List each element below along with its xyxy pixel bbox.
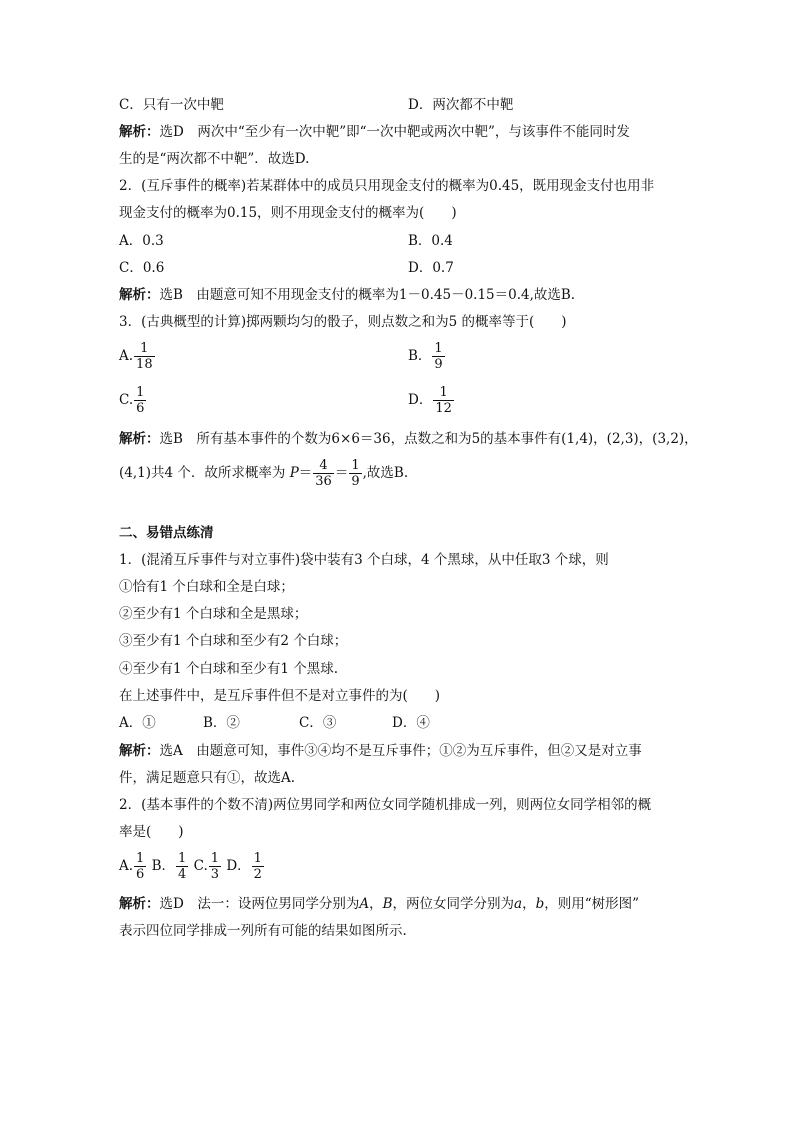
- solution-label: 解析：: [119, 743, 160, 759]
- fraction: [313, 458, 334, 489]
- p1-option-b: B．②: [203, 715, 240, 731]
- p1-solution-line2: 件，满足题意只有①，故选A.: [119, 770, 296, 786]
- q2-option-a: A．0.3: [119, 233, 164, 249]
- denominator: 9: [434, 357, 443, 372]
- q2-stem-line2: 现金支付的概率为0.15，则不用现金支付的概率为( ): [119, 205, 457, 221]
- fraction: [209, 851, 221, 882]
- fraction: [134, 341, 155, 372]
- q3-option-b: [408, 341, 446, 372]
- solution-text: ,故选B.: [362, 465, 409, 481]
- numerator: 1: [178, 851, 187, 866]
- denominator: 2: [253, 867, 262, 882]
- solution-label: 解析：: [119, 896, 160, 912]
- numerator: 1: [434, 341, 443, 356]
- fraction: [349, 458, 361, 489]
- solution-text: 选D 法一：设两位男同学分别为: [159, 896, 360, 912]
- numerator: 1: [136, 385, 145, 400]
- denominator: 9: [351, 474, 360, 489]
- p1-options: [119, 714, 430, 732]
- variable-b: b: [535, 896, 545, 912]
- p2-stem-line1: 2．(基本事件的个数不清)两位男同学和两位女同学随机排成一列，则两位女同学相邻的概: [119, 797, 652, 813]
- denominator: 3: [210, 867, 220, 882]
- p1-item-2: ②至少有1 个白球和全是黑球；: [119, 606, 308, 622]
- fraction: [433, 385, 454, 416]
- option-label: D．: [408, 392, 433, 408]
- equals-sign: ＝: [298, 465, 313, 481]
- option-label: D．: [226, 858, 251, 874]
- p1-solution-line1: [119, 742, 642, 760]
- option-label: C.: [119, 392, 134, 408]
- q3-solution-line1: [119, 430, 698, 448]
- fraction: [134, 851, 146, 882]
- option-label: A.: [119, 348, 134, 364]
- q1-option-c: C．只有一次中靶: [119, 97, 224, 113]
- solution-text: ，则用“树形图”: [544, 896, 640, 912]
- variable-B: B: [382, 896, 393, 912]
- numerator: 1: [253, 851, 262, 866]
- q1-option-d: D．两次都不中靶: [408, 97, 514, 113]
- variable-a: a: [514, 896, 523, 912]
- solution-text: ，两位女同学分别为: [392, 896, 514, 912]
- equals-sign: ＝: [334, 465, 349, 481]
- p1-option-c: C．③: [299, 715, 337, 731]
- p1-option-d: D．④: [392, 715, 430, 731]
- punctuation: ，: [369, 896, 383, 912]
- q2-option-b: B．0.4: [408, 233, 453, 249]
- denominator: 6: [136, 401, 145, 416]
- p1-option-a: A．①: [119, 715, 156, 731]
- p2-stem-line2: 率是( ): [119, 824, 184, 840]
- variable-A: A: [359, 896, 370, 912]
- q3-option-c: [119, 385, 147, 416]
- numerator: 4: [313, 458, 334, 474]
- numerator: 1: [210, 851, 220, 866]
- option-label: A.: [119, 858, 134, 874]
- p2-solution-line1: [119, 895, 639, 913]
- p1-item-4: ④至少有1 个白球和至少有1 个黑球.: [119, 661, 339, 677]
- q2-option-d: D．0.7: [408, 260, 454, 276]
- fraction: [432, 341, 444, 372]
- section-title: 二、易错点练清: [119, 525, 214, 541]
- numerator: 1: [134, 341, 155, 357]
- option-label: B．: [151, 858, 176, 874]
- p1-item-1: ①恰有1 个白球和全是白球；: [119, 579, 294, 595]
- solution-label: 解析：: [119, 287, 160, 303]
- q3-option-a: [119, 341, 156, 372]
- q3-option-d: [408, 385, 455, 416]
- q1-solution-line1: [119, 123, 630, 141]
- solution-text: 选D 两次中“至少有一次中靶”即“一次中靶或两次中靶”，与该事件不能同时发: [159, 124, 630, 140]
- p1-item-3: ③至少有1 个白球和至少有2 个白球；: [119, 633, 348, 649]
- solution-label: 解析：: [119, 431, 160, 447]
- fraction: [134, 385, 146, 416]
- denominator: 12: [435, 401, 452, 416]
- numerator: 1: [136, 851, 145, 866]
- q2-solution: [119, 286, 575, 304]
- solution-text: 选A 由题意可知，事件③④均不是互斥事件；①②为互斥事件，但②又是对立事: [159, 743, 642, 759]
- denominator: 6: [136, 867, 145, 882]
- punctuation: ，: [522, 896, 536, 912]
- denominator: 18: [136, 357, 153, 372]
- solution-text: 选B 所有基本事件的个数为6×6＝36，点数之和为5的基本事件有(1,4)，(2,3)，(3,2)，: [159, 431, 698, 447]
- option-label: C.: [193, 858, 208, 874]
- q3-solution-line2: [119, 458, 408, 489]
- option-label: B．: [408, 348, 432, 364]
- p1-stem: 1．(混淆互斥事件与对立事件)袋中装有3 个白球，4 个黑球，从中任取3 个球，则: [119, 552, 609, 568]
- solution-text: (4,1)共4 个．故所求概率为: [119, 465, 290, 481]
- p1-question: 在上述事件中，是互斥事件但不是对立事件的为( ): [119, 688, 441, 704]
- probability-symbol: P: [289, 465, 299, 481]
- p2-solution-line2: 表示四位同学排成一列所有可能的结果如图所示.: [119, 923, 407, 939]
- solution-label: 解析：: [119, 124, 160, 140]
- p2-options: [119, 851, 265, 882]
- denominator: 4: [178, 867, 187, 882]
- solution-text: 选B 由题意可知不用现金支付的概率为1－0.45－0.15＝0.4,故选B.: [159, 287, 576, 303]
- denominator: 36: [315, 474, 332, 489]
- q2-option-c: C．0.6: [119, 260, 165, 276]
- q1-solution-line2: 生的是“两次都不中靶”．故选D.: [119, 151, 310, 167]
- q2-stem-line1: 2．(互斥事件的概率)若某群体中的成员只用现金支付的概率为0.45，既用现金支付也用非: [119, 178, 655, 194]
- numerator: 1: [433, 385, 454, 401]
- numerator: 1: [351, 458, 360, 473]
- fraction: [176, 851, 188, 882]
- q3-stem: 3．(古典概型的计算)掷两颗均匀的骰子，则点数之和为5 的概率等于( ): [119, 314, 567, 330]
- fraction: [252, 851, 264, 882]
